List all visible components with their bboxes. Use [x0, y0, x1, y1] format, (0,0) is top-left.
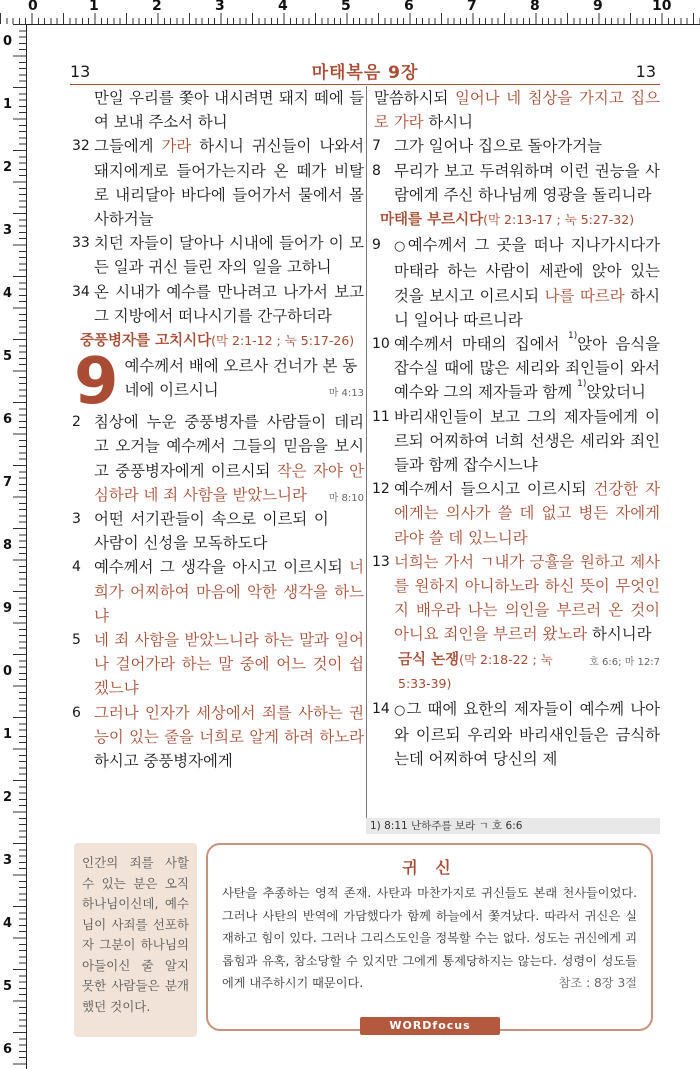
cross-reference: 마 8:10: [328, 492, 364, 504]
page-header: [70, 58, 660, 85]
verse-number: 7: [372, 138, 381, 155]
verse-13: 13 너희는 가서 ㄱ내가 긍휼을 원하고 제사를 원하지 아니하노라 하신 뜻이 무엇인지 배우라 나는 의인을 부르러 온 것이 아니요 죄인을 부르러 왔노라 하시니라 호 6:6; 마 12:7: [370, 550, 660, 647]
cross-reference: 마 4:13: [328, 388, 364, 400]
ruler-mark: 3: [3, 853, 13, 868]
footnote: 1) 8:11 난하주를 보라 ㄱ 호 6:6: [366, 818, 660, 834]
right-column: [370, 86, 660, 772]
footnote-marker: 1): [577, 379, 587, 390]
words-of-jesus: 가라: [161, 137, 192, 156]
ruler-mark: 2: [3, 790, 13, 805]
verse-3: 3 어떤 서기관들이 속으로 이르되 이 사람이 신성을 모독하도다: [70, 507, 364, 555]
ruler-mark: 8: [3, 538, 13, 553]
verse-number: 33: [72, 235, 90, 252]
ruler-mark: 1: [89, 0, 99, 14]
ruler-mark: 8: [530, 0, 540, 14]
words-of-jesus: 나를 따르라: [544, 286, 625, 305]
words-of-jesus: 작은 자야 안심하라 네 죄 사함을 받았느니라: [94, 461, 364, 504]
verse-12: 12 예수께서 들으시고 이르시되 건강한 자에게는 의사가 쓸 데 없고 병든 자에게라야 쓸 데 있느니라: [370, 477, 660, 550]
ruler-mark: 1: [3, 727, 13, 742]
verse-number: 34: [72, 283, 90, 300]
side-note: 인간의 죄를 사할 수 있는 분은 오직 하나님이신데, 예수님이 사죄를 선포하자 그분이 하나님의 아들이신 줄 알지 못한 사람들은 분개했던 것이다.: [74, 843, 197, 1037]
ruler-mark: 7: [3, 475, 13, 490]
verse-number: 11: [372, 408, 390, 425]
ruler-mark: 2: [152, 0, 162, 14]
section-heading: 금식 논쟁(막 2:18-22 ; 눅 5:33-39): [398, 651, 553, 691]
ruler-mark: 0: [28, 0, 38, 14]
paragraph-mark-icon: ○: [394, 703, 407, 719]
verse-4: 4 예수께서 그 생각을 아시고 이르시되 너희가 어찌하여 마음에 악한 생각을 하느냐: [70, 555, 364, 628]
verse-2: 2 침상에 누운 중풍병자를 사람들이 데리고 오거늘 예수께서 그들의 믿음을 보시고 중풍병자에게 이르시되 작은 자야 안심하라 네 죄 사함을 받았느니라 마 8:10: [70, 410, 364, 507]
ruler-mark: 10: [652, 0, 672, 14]
left-ruler: [0, 24, 27, 1069]
verse-6: 6 그러나 인자가 세상에서 죄를 사하는 권능이 있는 줄을 너희로 알게 하려 하노라 하시고 중풍병자에게: [70, 701, 364, 774]
ruler-mark: 1: [3, 97, 13, 112]
verse-number: 9: [372, 237, 381, 254]
words-of-jesus: 건강한 자에게는 의사가 쓸 데 없고 병든 자에게라야 쓸 데 있느니라: [394, 480, 660, 547]
page-title: 마태복음 9장: [311, 63, 419, 83]
verse-number: 32: [72, 138, 90, 155]
ruler-mark: 7: [467, 0, 477, 14]
verse-1: 예수께서 배에 오르사 건너가 본 동네에 이르시니: [124, 357, 358, 400]
words-of-jesus: 일어나 네 침상을 가지고 집으로 가라: [374, 89, 661, 132]
ruler-mark: 3: [3, 223, 13, 238]
section-heading: 중풍병자를 고치시다(막 2:1-12 ; 눅 5:17-26): [80, 333, 355, 350]
verse-number: 13: [372, 553, 390, 570]
footnote-marker: 1): [567, 331, 578, 342]
ruler-mark: 6: [404, 0, 414, 14]
verse-number: 3: [72, 511, 81, 528]
ruler-mark: 2: [3, 160, 13, 175]
verse-number: 4: [72, 559, 81, 576]
verse-34: 34 온 시내가 예수를 만나려고 나가서 보고 그 지방에서 떠나시기를 간구하더라: [70, 280, 364, 328]
page-number-left: 13: [70, 62, 91, 81]
verse-32: 32 그들에게 가라 하시니 귀신들이 나와서 돼지에게로 들어가는지라 온 떼가 비탈로 내리달아 바다에 들어가서 물에서 몰사하거늘: [70, 134, 364, 231]
ruler-mark: 0: [3, 34, 13, 49]
verse-9: 9 ○예수께서 그 곳을 떠나 지나가시다가 마태라 하는 사람이 세관에 앉아 있는 것을 보시고 이르시되 나를 따르라 하시니 일어나 따르니라: [370, 233, 660, 332]
word-focus-label: WORDfocus: [360, 1017, 500, 1035]
verse-number: 12: [372, 481, 390, 498]
word-focus-title: 귀 신: [402, 858, 457, 877]
chapter-number: 9: [74, 354, 119, 411]
chapter-opening: [70, 354, 364, 410]
verse-14: 14 ○그 때에 요한의 제자들이 예수께 나아와 이르되 우리와 바리새인들은 금식하는데 어찌하여 당신의 제: [370, 697, 660, 772]
words-of-jesus: 너희가 어찌하여 마음에 악한 생각을 하느냐: [94, 558, 364, 625]
ruler-mark: 0: [3, 664, 13, 679]
verse-11: 11 바리새인들이 보고 그의 제자들에게 이르되 어찌하여 너희 선생은 세리와 죄인들과 함께 잡수시느냐: [370, 405, 660, 478]
words-of-jesus: 그러나 인자가 세상에서 죄를 사하는 권능이 있는 줄을 너희로 알게 하려 하노라: [94, 703, 364, 746]
word-focus-box: [206, 843, 653, 1031]
ruler-mark: 3: [215, 0, 225, 14]
ruler-mark: 4: [3, 286, 13, 301]
verse-10: 10 예수께서 마태의 집에서 $^{1)}$앉아 음식을 잡수실 때에 많은 세리와 죄인들이 와서 예수와 그의 제자들과 함께 $^{1)}$앉았더니: [372, 331, 660, 402]
ruler-mark: 5: [341, 0, 351, 14]
word-focus-reference: 참조 : 8장 3절: [558, 976, 637, 990]
verse-7: 7 그가 일어나 집으로 돌아가거늘: [370, 134, 660, 158]
verse-number: 2: [72, 414, 81, 431]
ruler-mark: 5: [3, 349, 13, 364]
page-number-right: 13: [635, 62, 656, 81]
paragraph-mark-icon: ○: [394, 239, 408, 255]
verse-number: 8: [372, 162, 381, 179]
left-column: [70, 86, 364, 773]
verse-number: 10: [372, 336, 390, 353]
ruler-mark: 9: [593, 0, 603, 14]
verse-6-continued: 말씀하시되 일어나 네 침상을 가지고 집으로 가라 하시니: [374, 89, 661, 132]
words-of-jesus: 너희는 가서 ㄱ내가 긍휼을 원하고 제사를 원하지 아니하노라 하신 뜻이 무엇인지 배우라 나는 의인을 부르러 온 것이 아니요 죄인을 부르러 왔노라: [394, 552, 660, 644]
column-divider: [366, 86, 367, 832]
top-ruler: [0, 0, 700, 25]
verse-number: 6: [72, 704, 81, 721]
ruler-mark: 4: [278, 0, 288, 14]
verse-number: 14: [372, 701, 390, 718]
section-heading: 마태를 부르시다(막 2:13-17 ; 눅 5:27-32): [380, 212, 635, 229]
verse-33: 33 치던 자들이 달아나 시내에 들어가 이 모든 일과 귀신 들린 자의 일을 고하니: [70, 231, 364, 279]
ruler-mark: 4: [3, 916, 13, 931]
verse-31-continued: 만일 우리를 쫓아 내시려면 돼지 떼에 들여 보내 주소서 하니: [94, 89, 364, 132]
cross-reference: 호 6:6; 마 12:7: [589, 656, 660, 668]
word-focus-body: 사탄을 추종하는 영적 존재. 사탄과 마찬가지로 귀신들도 본래 천사들이었다. 그러나 사탄의 반역에 가담했다가 함께 하늘에서 쫓겨났다. 따라서 귀신은 실재하고 힘이 있다. 그러나 그리스도인을 정복할 수는 없다. 성도는 귀신에게 괴롭힘과 유혹, 참소당할 수 있지만 그에게 통제당하지는 않는다. 성령이 성도들에게 내주하시기 때문이다. 참조 : 8장 3절: [222, 882, 637, 995]
verse-5: [70, 628, 364, 701]
ruler-mark: 5: [3, 979, 13, 994]
verse-number: 5: [72, 632, 81, 649]
words-of-jesus: 네 죄 사함을 받았느니라 하는 말과 일어나 걸어가라 하는 말 중에 어느 것이 쉽겠느냐: [94, 631, 364, 698]
ruler-mark: 6: [3, 1042, 13, 1057]
verse-8: 8 무리가 보고 두려워하며 이런 권능을 사람에게 주신 하나님께 영광을 돌리니라: [370, 159, 660, 207]
ruler-mark: 9: [3, 601, 13, 616]
ruler-mark: 6: [3, 412, 13, 427]
